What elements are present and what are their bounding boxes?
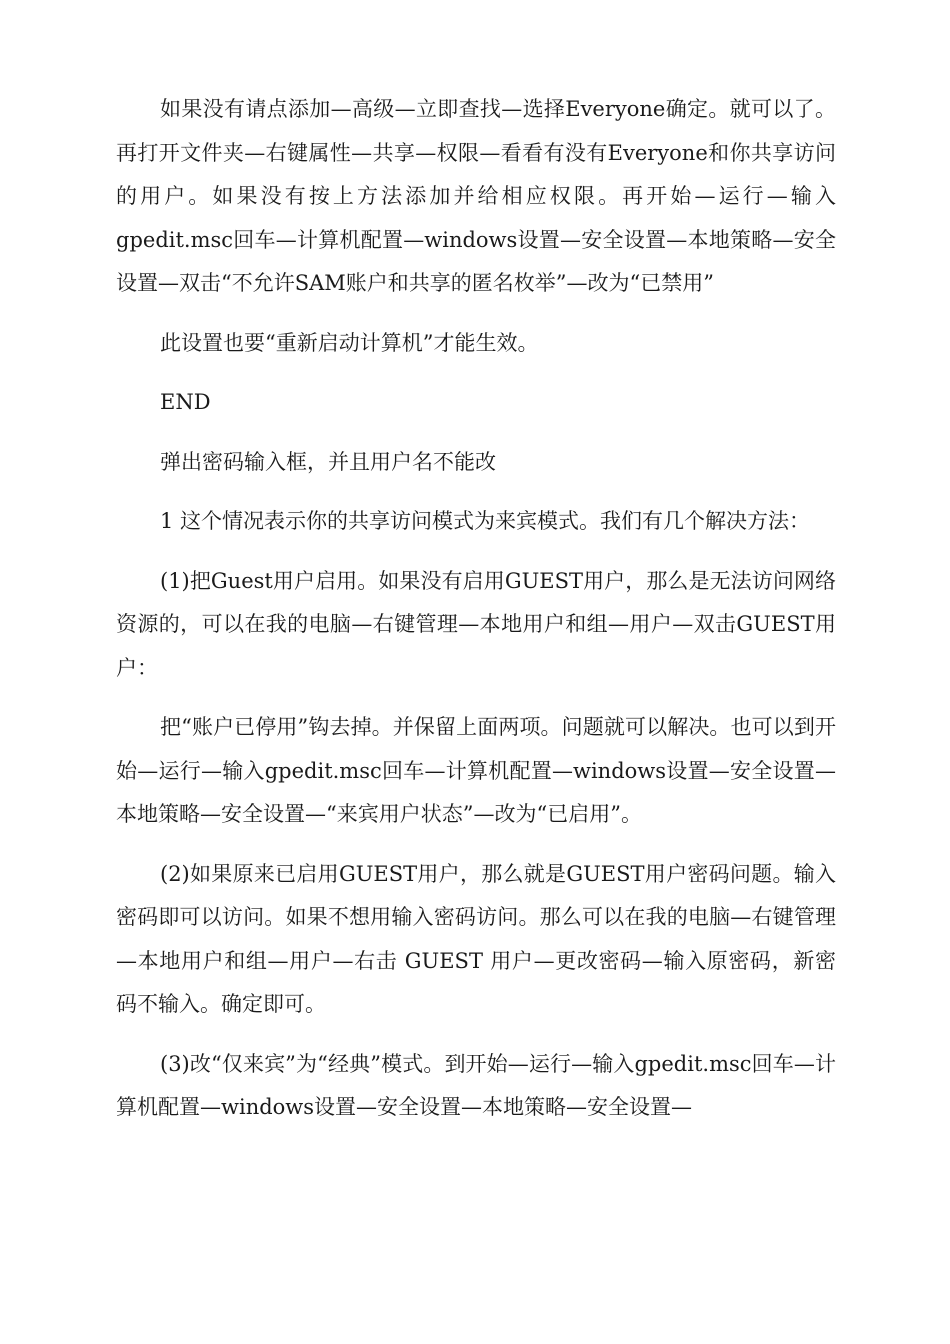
paragraph-guest-mode-intro: 1 这个情况表示你的共享访问模式为来宾模式。我们有几个解决方法： bbox=[160, 509, 811, 533]
paragraph-method-1: (1)把Guest用户启用。如果没有启用GUEST用户，那么是无法访问网络资源的，可以在我的电脑—右键管理—本地用户和组—用户—双击GUEST用户： bbox=[116, 568, 836, 680]
paragraph-method-2: (2)如果原来已启用GUEST用户，那么就是GUEST用户密码问题。输入密码即可以访问。如果不想用输入密码访问。那么可以在我的电脑—右键管理—本地用户和组—用户—右击 GUEST 用户—更改密码—输入原密码，新密码不输入。确定即可。 bbox=[116, 861, 836, 1016]
paragraph-restart-note: 此设置也要“重新启动计算机”才能生效。 bbox=[160, 330, 539, 355]
paragraph-end: END bbox=[160, 390, 211, 414]
paragraph-everyone-permissions: 如果没有请点添加—高级—立即查找—选择Everyone确定。就可以了。再打开文件夹—右键属性—共享—权限—看看有没有Everyone和你共享访问的用户。如果没有按上方法添加并给相应权限。再开始—运行—输入gpedit.msc回车—计算机配置—windows设置—安全设置—本地策略—安全设置—双击“不允许SAM账户和共享的匿名枚举”—改为“已禁用” bbox=[116, 97, 836, 295]
document-body bbox=[116, 88, 836, 1146]
paragraph-method-1-detail: 把“账户已停用”钩去掉。并保留上面两项。问题就可以解决。也可以到开始—运行—输入gpedit.msc回车—计算机配置—windows设置—安全设置—本地策略—安全设置—“来宾用户状态”—改为“已启用”。 bbox=[116, 715, 836, 826]
paragraph-method-3: (3)改“仅来宾”为“经典”模式。到开始—运行—输入gpedit.msc回车—计算机配置—windows设置—安全设置—本地策略—安全设置— bbox=[116, 1051, 836, 1119]
paragraph-heading-password-prompt: 弹出密码输入框，并且用户名不能改 bbox=[160, 449, 496, 474]
